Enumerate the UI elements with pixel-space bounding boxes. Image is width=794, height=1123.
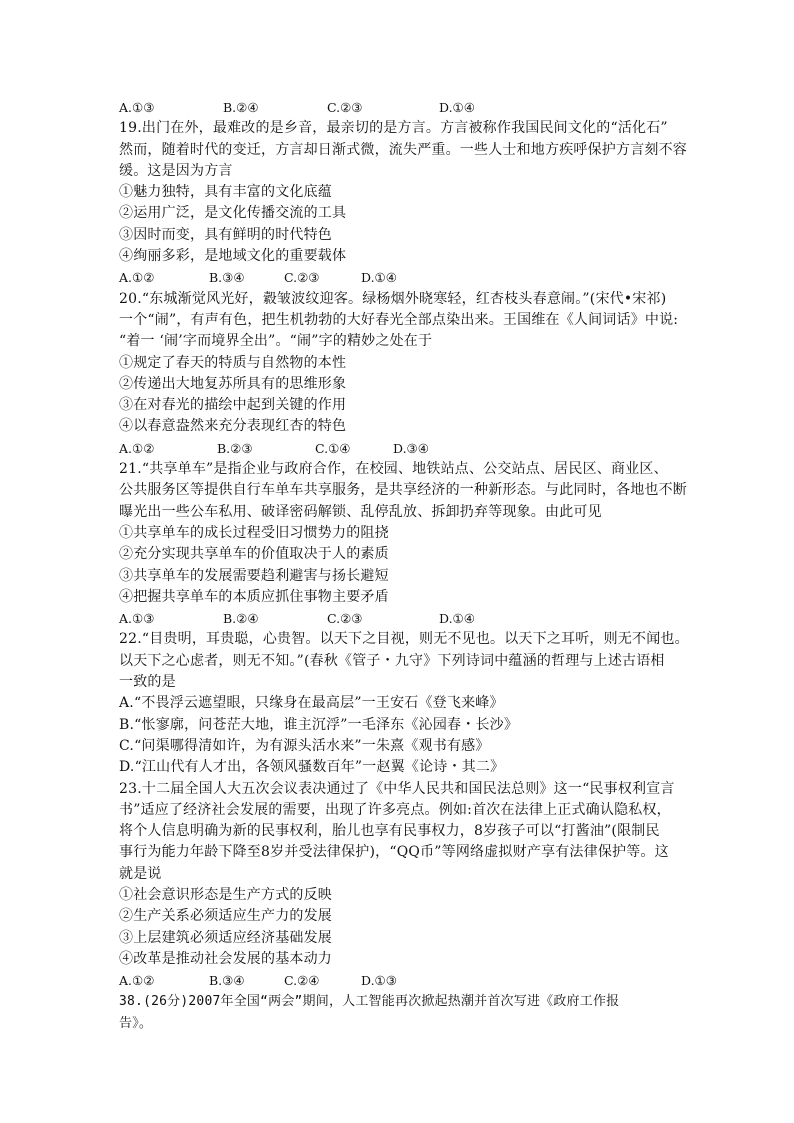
option-b: B.②④ bbox=[223, 611, 259, 627]
option-b: B.③④ bbox=[209, 973, 245, 989]
statement: ②运用广泛，是文化传播交流的工具 bbox=[119, 205, 347, 222]
statement: ③因时而变，具有鲜明的时代特色 bbox=[119, 226, 332, 243]
option-c: C.②③ bbox=[327, 100, 363, 115]
question-line: 然而，随着时代的变迁，方言却日渐式微，流失严重。一些人士和地方疾呼保护方言刻不容 bbox=[119, 141, 687, 158]
option-c: C.②④ bbox=[284, 973, 320, 989]
statement: ①规定了春天的特质与自然物的本性 bbox=[119, 354, 347, 371]
option-d: D.①④ bbox=[361, 270, 397, 286]
option-b: B.②③ bbox=[217, 440, 253, 456]
question-line: 就是说 bbox=[119, 865, 162, 882]
option-c: C.②③ bbox=[327, 611, 363, 627]
question-20 bbox=[119, 289, 679, 459]
question-line: 20.“东城渐觉风光好，縠皱波纹迎客。绿杨烟外晓寒轻，红杏枝头春意闹。”(宋代•宋祁) bbox=[119, 290, 667, 307]
question-line: 书”适应了经济社会发展的需要，出现了许多亮点。例如:首次在法律上正式确认隐私权， bbox=[119, 801, 671, 818]
option-c: C.“问渠哪得清如许，为有源头活水来”一朱熹《观书有感》 bbox=[119, 737, 490, 754]
option-d: D.①③ bbox=[361, 973, 397, 989]
question-line: 告》。 bbox=[119, 1015, 153, 1031]
statement: ②充分实现共享单车的价值取决于人的素质 bbox=[119, 546, 389, 563]
option-c: C.②③ bbox=[284, 270, 320, 286]
q23-options bbox=[119, 970, 679, 991]
statement: ②传递出大地复苏所具有的思维形象 bbox=[119, 375, 347, 392]
option-d: D.“江山代有人才出，各领风骚数百年”一赵翼《论诗・其二》 bbox=[119, 759, 505, 776]
question-line: 事行为能力年龄下降至8岁并受法律保护)，“QQ币”等网络虚拟财产享有法律保护等。这 bbox=[119, 844, 669, 861]
statement: ④改革是推动社会发展的基本动力 bbox=[119, 950, 332, 967]
statement: ④以春意盎然来充分表现红杏的特色 bbox=[119, 418, 347, 435]
question-line: 38.(26分)2007年全国“两会”期间，人工智能再次掀起热潮并首次写进《政府工作报 bbox=[119, 994, 620, 1010]
q21-options bbox=[119, 608, 679, 629]
statement: ①社会意识形态是生产方式的反映 bbox=[119, 886, 332, 903]
statement: ④把握共享单车的本质应抓住事物主要矛盾 bbox=[119, 588, 389, 605]
option-c: C.①④ bbox=[315, 440, 351, 456]
statement: ③上层建筑必须适应经济基础发展 bbox=[119, 929, 332, 946]
question-line: 19.出门在外，最难改的是乡音，最亲切的是方言。方言被称作我国民间文化的“活化石” bbox=[119, 120, 668, 137]
option-a: A.①③ bbox=[119, 611, 155, 627]
question-line: 将个人信息明确为新的民事权利，胎儿也享有民事权力，8岁孩子可以“打酱油”(限制民 bbox=[119, 823, 660, 840]
question-line: 一致的是 bbox=[119, 674, 176, 691]
option-d: D.③④ bbox=[393, 440, 429, 456]
option-b: B.②④ bbox=[223, 100, 259, 115]
question-line: 一个“闹”，有声有色，把生机勃勃的大好春光全部点染出来。王国维在《人间词话》中说: bbox=[119, 311, 679, 328]
question-line: 曝光出一些公车私用、破译密码解锁、乱停乱放、拆卸扔弃等现象。由此可见 bbox=[119, 503, 602, 520]
statement: ④绚丽多彩，是地域文化的重要载体 bbox=[119, 248, 347, 265]
option-d: D.①④ bbox=[439, 611, 475, 627]
question-22 bbox=[119, 629, 689, 778]
q20-options bbox=[119, 438, 679, 459]
exam-page bbox=[119, 97, 689, 1034]
q19-options bbox=[119, 267, 679, 288]
option-a: A.①② bbox=[119, 270, 155, 286]
question-line: 缓。这是因为方言 bbox=[119, 162, 233, 179]
option-b: B.③④ bbox=[209, 270, 245, 286]
option-a: A.“不畏浮云遮望眼，只缘身在最高层”一王安石《登飞来峰》 bbox=[119, 695, 504, 712]
option-a: A.①② bbox=[119, 440, 155, 456]
question-line: 22.“目贵明，耳贵聪，心贵智。以天下之目视，则无不见也。以天下之耳听，则无不闻也。 bbox=[119, 631, 689, 648]
question-19 bbox=[119, 118, 687, 288]
option-a: A.①③ bbox=[119, 100, 155, 115]
q18-options bbox=[119, 97, 679, 118]
question-line: “着一 ‘闹’字而境界全出”。“闹”字的精妙之处在于 bbox=[119, 333, 433, 350]
option-b: B.“怅寥廓，问苍茫大地，谁主沉浮”一毛泽东《沁园春・长沙》 bbox=[119, 716, 519, 733]
option-a: A.①② bbox=[119, 973, 155, 989]
question-line: 23.十二届全国人大五次会议表决通过了《中华人民共和国民法总则》这一“民事权利宣言 bbox=[119, 780, 675, 797]
question-line: 21.“共享单车”是指企业与政府合作，在校园、地铁站点、公交站点、居民区、商业区、 bbox=[119, 461, 668, 478]
statement: ①共享单车的成长过程受旧习惯势力的阻挠 bbox=[119, 524, 389, 541]
question-line: 公共服务区等提供自行车单车共享服务，是共享经济的一种新形态。与此同时，各地也不断 bbox=[119, 482, 687, 499]
question-line: 以天下之心虑者，则无不知。”(春秋《管子・九守》下列诗词中蕴涵的哲理与上述古语相 bbox=[119, 652, 665, 669]
question-21 bbox=[119, 459, 687, 629]
statement: ③共享单车的发展需要趋利避害与扬长避短 bbox=[119, 567, 389, 584]
statement: ②生产关系必须适应生产力的发展 bbox=[119, 908, 332, 925]
statement: ③在对春光的描绘中起到关键的作用 bbox=[119, 397, 347, 414]
option-d: D.①④ bbox=[439, 100, 475, 115]
statement: ①魅力独特，具有丰富的文化底蕴 bbox=[119, 184, 332, 201]
question-38 bbox=[119, 991, 679, 1034]
question-23 bbox=[119, 779, 679, 992]
